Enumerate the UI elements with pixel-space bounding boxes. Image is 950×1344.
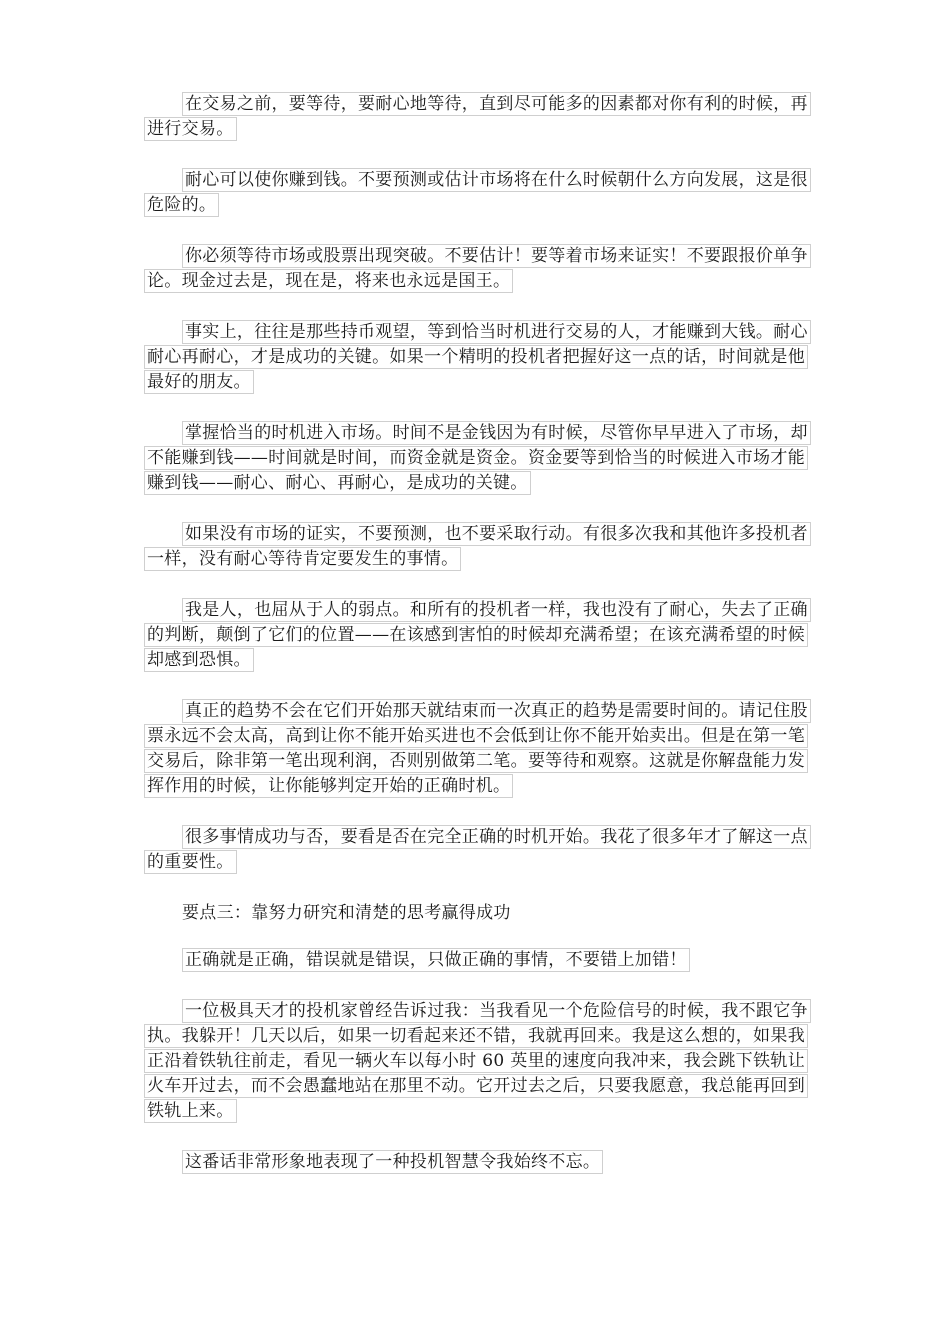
paragraph-text: 事实上，往往是那些持币观望，等到恰当时机进行交易的人，才能赚到大钱。耐心耐心再耐心，才是成功的关键。如果一个精明的投机者把握好这一点的话，时间就是他最好的朋友。 — [144, 320, 811, 394]
paragraph — [144, 168, 808, 218]
paragraph-text: 耐心可以使你赚到钱。不要预测或估计市场将在什么时候朝什么方向发展，这是很危险的。 — [144, 168, 811, 217]
paragraph — [144, 244, 808, 294]
paragraph-text: 我是人，也屈从于人的弱点。和所有的投机者一样，我也没有了耐心，失去了正确的判断，颠倒了它们的位置——在该感到害怕的时候却充满希望；在该充满希望的时候却感到恐惧。 — [144, 598, 811, 672]
paragraph — [144, 92, 808, 142]
section-heading — [144, 901, 808, 926]
paragraph-text: 你必须等待市场或股票出现突破。不要估计！要等着市场来证实！不要跟报价单争论。现金过去是，现在是，将来也永远是国王。 — [144, 244, 811, 293]
paragraph-text: 在交易之前，要等待，要耐心地等待，直到尽可能多的因素都对你有利的时候，再进行交易。 — [144, 92, 811, 141]
paragraph — [144, 699, 808, 799]
paragraph-text: 一位极具天才的投机家曾经告诉过我：当我看见一个危险信号的时候，我不跟它争执。我躲开！几天以后，如果一切看起来还不错，我就再回来。我是这么想的，如果我正沿着铁轨往前走，看见一辆火车以每小时 60 英里的速度向我冲来，我会跳下铁轨让火车开过去，而不会愚蠢地站在那里不动。它开过去之后，只要我愿意，我总能再回到铁轨上来。 — [144, 999, 811, 1123]
paragraph-text: 掌握恰当的时机进入市场。时间不是金钱因为有时候，尽管你早早进入了市场，却不能赚到钱——时间就是时间，而资金就是资金。资金要等到恰当的时候进入市场才能赚到钱——耐心、耐心、再耐心，是成功的关键。 — [144, 421, 811, 495]
paragraph — [144, 320, 808, 395]
paragraph — [144, 1150, 808, 1175]
paragraph-text: 很多事情成功与否，要看是否在完全正确的时机开始。我花了很多年才了解这一点的重要性。 — [144, 825, 811, 874]
paragraph — [144, 948, 808, 973]
paragraph — [144, 522, 808, 572]
paragraph-text: 真正的趋势不会在它们开始那天就结束而一次真正的趋势是需要时间的。请记住股票永远不会太高，高到让你不能开始买进也不会低到让你不能开始卖出。但是在第一笔交易后，除非第一笔出现利润，否则别做第二笔。要等待和观察。这就是你解盘能力发挥作用的时候，让你能够判定开始的正确时机。 — [144, 699, 811, 798]
paragraph — [144, 598, 808, 673]
paragraph-text: 正确就是正确，错误就是错误，只做正确的事情，不要错上加错！ — [182, 948, 690, 972]
paragraph — [144, 999, 808, 1124]
paragraph-text: 这番话非常形象地表现了一种投机智慧令我始终不忘。 — [182, 1150, 603, 1174]
paragraph — [144, 421, 808, 496]
section-heading-text: 要点三：靠努力研究和清楚的思考赢得成功 — [182, 903, 511, 923]
document-body — [144, 92, 808, 1201]
paragraph-text: 如果没有市场的证实，不要预测，也不要采取行动。有很多次我和其他许多投机者一样，没有耐心等待肯定要发生的事情。 — [144, 522, 811, 571]
paragraph — [144, 825, 808, 875]
